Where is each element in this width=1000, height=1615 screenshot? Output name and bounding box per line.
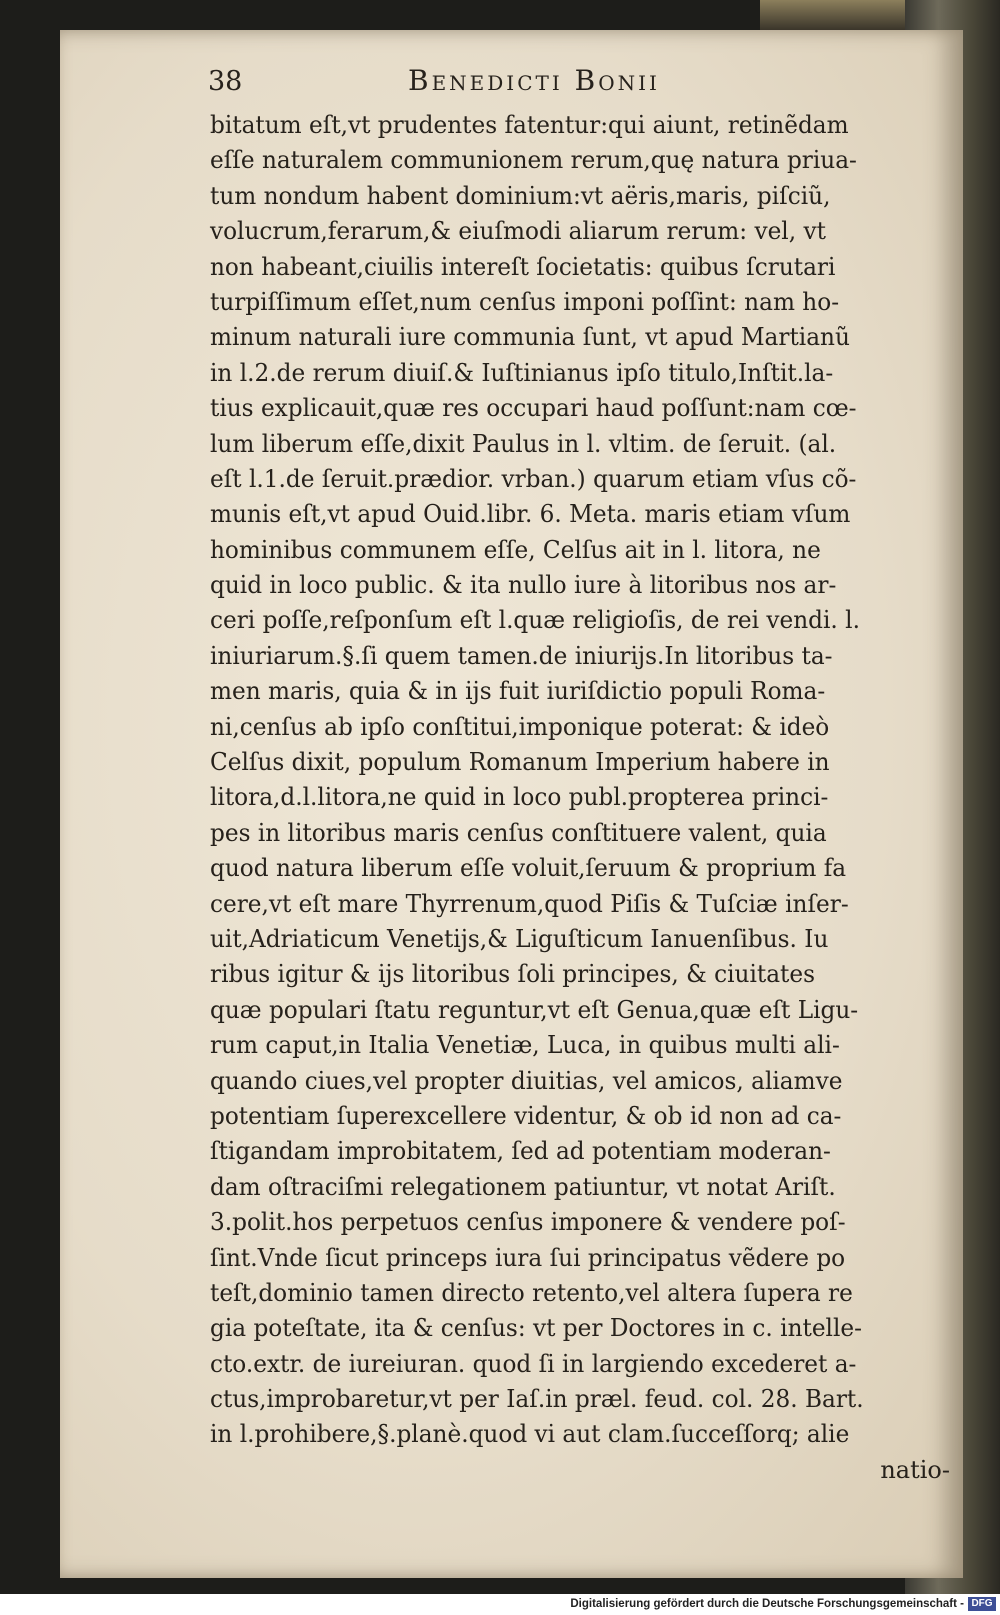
text-line: tius explicauit,quæ res occupari haud poſſunt:nam cœ- xyxy=(210,394,857,423)
text-line: quæ populari ſtatu reguntur,vt eſt Genua,quæ eſt Ligu- xyxy=(210,995,859,1024)
text-line: ſtigandam improbitatem, ſed ad potentiam moderan- xyxy=(210,1137,831,1166)
text-line: Celſus dixit, populum Romanum Imperium habere in xyxy=(210,748,830,777)
text-line: quod natura liberum eſſe voluit,ſeruum & proprium fa xyxy=(210,854,847,883)
text-line: cto.extr. de iureiuran. quod ſi in largiendo excederet a- xyxy=(210,1349,857,1378)
text-line: 3.polit.hos perpetuos cenſus imponere & vendere poſ- xyxy=(210,1208,846,1237)
running-title: Benedicti Bonii xyxy=(408,64,660,97)
text-line: ribus igitur & ijs litoribus ſoli principes, & ciuitates xyxy=(210,960,815,989)
text-line: minum naturali iure communia ſunt, vt apud Martianũ xyxy=(210,323,850,352)
text-line: uit,Adriaticum Venetijs,& Liguſticum Ianuenſibus. Iu xyxy=(210,924,829,953)
text-line: teſt,dominio tamen directo retento,vel altera ſupera re xyxy=(210,1278,853,1307)
text-line: non habeant,ciuilis intereſt ſocietatis: quibus ſcrutari xyxy=(210,252,836,281)
text-line: lum liberum eſſe,dixit Paulus in l. vltim. de ſeruit. (al. xyxy=(210,429,837,458)
text-line: ſint.Vnde ſicut princeps iura ſui principatus vẽdere po xyxy=(210,1243,846,1272)
text-line: in l.2.de rerum diuiſ.& Iuſtinianus ipſo titulo,Inſtit.la- xyxy=(210,358,834,387)
text-line: gia poteſtate, ita & cenſus: vt per Doctores in c. intelle- xyxy=(210,1314,862,1343)
text-line: bitatum eſt,vt prudentes fatentur:qui aiunt, retinẽdam xyxy=(210,111,849,139)
text-line: eſſe naturalem communionem rerum,quę natura priua- xyxy=(210,146,857,175)
text-line: litora,d.l.litora,ne quid in loco publ.propterea princi- xyxy=(210,783,829,812)
text-line: ceri poſſe,reſponſum eſt l.quæ religioſis, de rei vendi. l. xyxy=(210,606,860,635)
text-line: hominibus communem eſſe, Celſus ait in l. litora, ne xyxy=(210,535,821,564)
page-header xyxy=(208,62,903,106)
text-line: pes in litoribus maris cenſus conſtituere valent, quia xyxy=(210,818,827,847)
text-line: quando ciues,vel propter diuitias, vel amicos, aliamve xyxy=(210,1066,843,1095)
page-number: 38 xyxy=(208,66,243,97)
text-line: rum caput,in Italia Venetiæ, Luca, in quibus multi ali- xyxy=(210,1031,840,1060)
text-line: quid in loco public. & ita nullo iure à litoribus nos ar- xyxy=(210,571,837,600)
text-line: tum nondum habent dominium:vt aëris,maris, piſciũ, xyxy=(210,181,831,210)
book-page xyxy=(60,30,963,1578)
catchword: natio- xyxy=(880,1455,950,1484)
text-line: potentiam ſuperexcellere videntur, & ob id non ad ca- xyxy=(210,1101,842,1130)
text-line: iniuriarum.§.ſi quem tamen.de iniurijs.In litoribus ta- xyxy=(210,641,833,670)
dfg-logo: DFG xyxy=(968,1597,996,1611)
text-line: ctus,improbaretur,vt per Iaſ.in præl. feud. col. 28. Bart. xyxy=(210,1385,864,1414)
text-line: eſt l.1.de ſeruit.prædior. vrban.) quarum etiam vſus cõ- xyxy=(210,464,857,493)
text-line: dam oſtraciſmi relegationem patiuntur, vt notat Ariſt. xyxy=(210,1172,836,1201)
text-line: cere,vt eſt mare Thyrrenum,quod Piſis & Tuſciæ inſer- xyxy=(210,889,849,918)
text-line: volucrum,ferarum,& eiuſmodi aliarum rerum: vel, vt xyxy=(210,217,826,246)
text-line: turpiſſimum eſſet,num cenſus imponi poſſint: nam ho- xyxy=(210,287,840,316)
body-text xyxy=(210,108,950,1488)
text-line: in l.prohibere,§.planè.quod vi aut clam.ſucceſſorq; alie xyxy=(210,1420,850,1449)
text-line: munis eſt,vt apud Ouid.libr. 6. Meta. maris etiam vſum xyxy=(210,500,851,529)
digitization-credit: Digitalisierung gefördert durch die Deutsche Forschungsgemeinschaft - xyxy=(570,1598,964,1610)
text-line: ni,cenſus ab ipſo conſtitui,imponique poterat: & ideò xyxy=(210,712,830,741)
text-line: men maris, quia & in ijs fuit iuriſdictio populi Roma- xyxy=(210,677,826,706)
